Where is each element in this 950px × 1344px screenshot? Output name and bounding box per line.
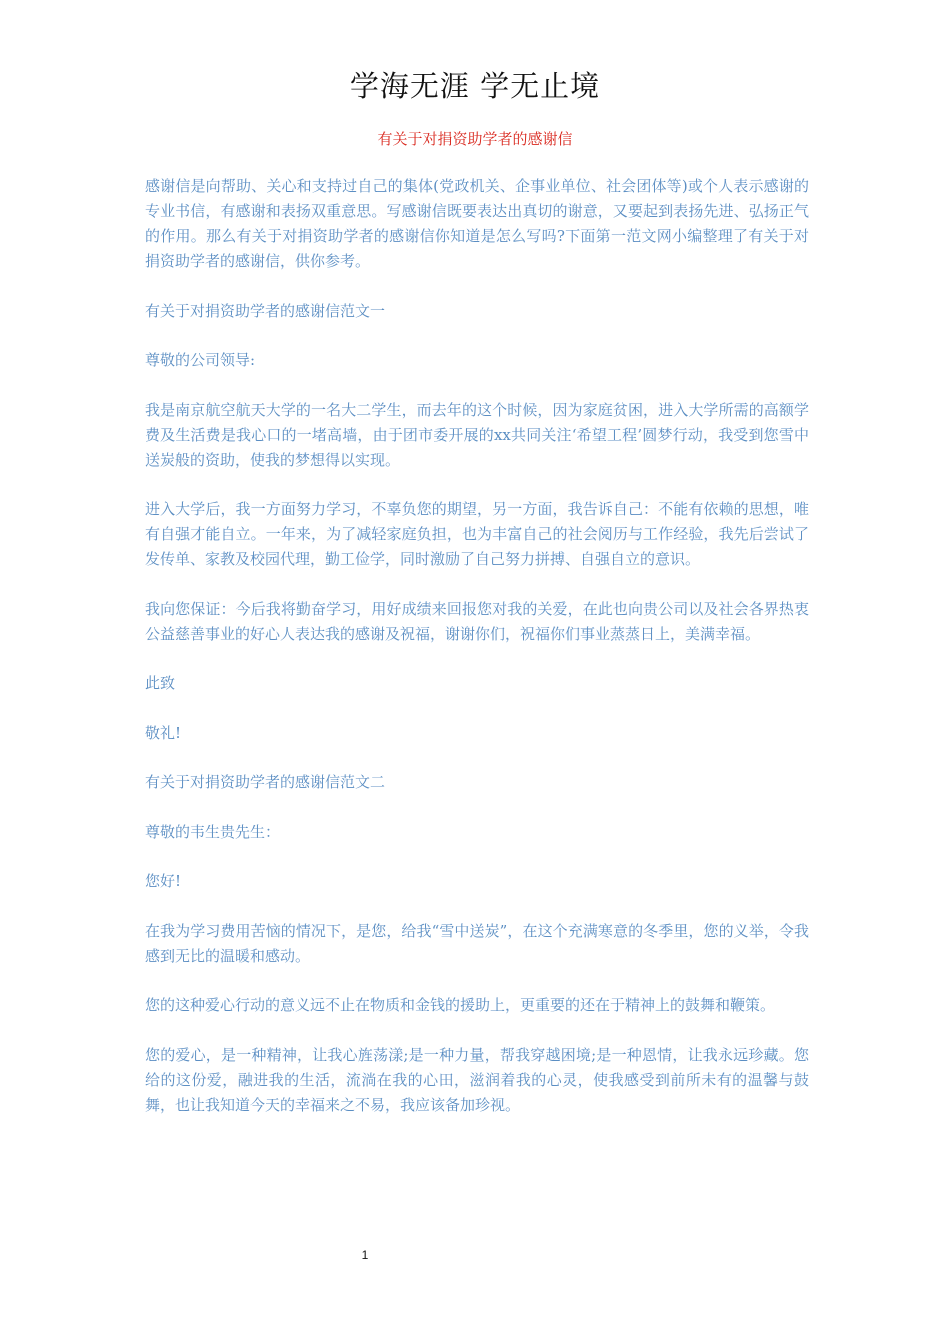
body-paragraph: 您的爱心，是一种精神，让我心旌荡漾;是一种力量，帮我穿越困境;是一种恩情，让我永远珍藏。您给的这份爱，融进我的生活，流淌在我的心田，滋润着我的心灵，使我感受到前所未有的温馨与鼓舞，也让我知道今天的幸福来之不易，我应该备加珍视。 [145,1045,809,1114]
body-paragraph: 我是南京航空航天大学的一名大二学生，而去年的这个时候，因为家庭贫困，进入大学所需的高额学费及生活费是我心口的一堵高墙，由于团市委开展的xx共同关注‘希望工程’圆梦行动，我受到您雪中送炭般的资助，使我的梦想得以实现。 [145,400,809,469]
body-paragraph: 进入大学后，我一方面努力学习，不辜负您的期望，另一方面，我告诉自己：不能有依赖的思想，唯有自强才能自立。一年来，为了减轻家庭负担，也为丰富自己的社会阅历与工作经验，我先后尝试了发传单、家教及校园代理，勤工俭学，同时激励了自己努力拼搏、自强自立的意识。 [145,500,809,568]
page-header: 学海无涯 学无止境 [349,69,601,103]
body-paragraph: 在我为学习费用苦恼的情况下，是您，给我“雪中送炭”，在这个充满寒意的冬季里，您的义举，令我感到无比的温暖和感动。 [145,921,809,965]
salutation: 尊敬的韦生贵先生： [145,822,281,841]
intro-paragraph: 感谢信是向帮助、关心和支持过自己的集体(党政机关、企事业单位、社会团体等)或个人表示感谢的专业书信，有感谢和表扬双重意思。写感谢信既要表达出真切的谢意，又要起到表扬先进、弘扬正气的作用。那么有关于对捐资助学者的感谢信你知道是怎么写吗?下面第一范文网小编整理了有关于对捐资助学者的感谢信，供你参考。 [145,177,809,270]
document-title: 有关于对捐资助学者的感谢信 [377,130,573,148]
body-paragraph: 我向您保证：今后我将勤奋学习，用好成绩来回报您对我的关爱，在此也向贵公司以及社会各界热衷公益慈善事业的好心人表达我的感谢及祝福，谢谢你们，祝福你们事业蒸蒸日上，美满幸福。 [145,599,809,643]
section-heading-sample-one: 有关于对捐资助学者的感谢信范文一 [145,301,386,320]
greeting: 您好! [145,872,182,890]
body-paragraph: 您的这种爱心行动的意义远不止在物质和金钱的援助上，更重要的还在于精神上的鼓舞和鞭策。 [145,996,776,1014]
document-body [145,174,809,1142]
section-heading-sample-two: 有关于对捐资助学者的感谢信范文二 [145,773,386,791]
closing-line: 敬礼! [145,723,182,742]
closing-line: 此致 [145,674,176,692]
page-number: 1 [361,1248,369,1262]
salutation: 尊敬的公司领导: [145,351,256,369]
